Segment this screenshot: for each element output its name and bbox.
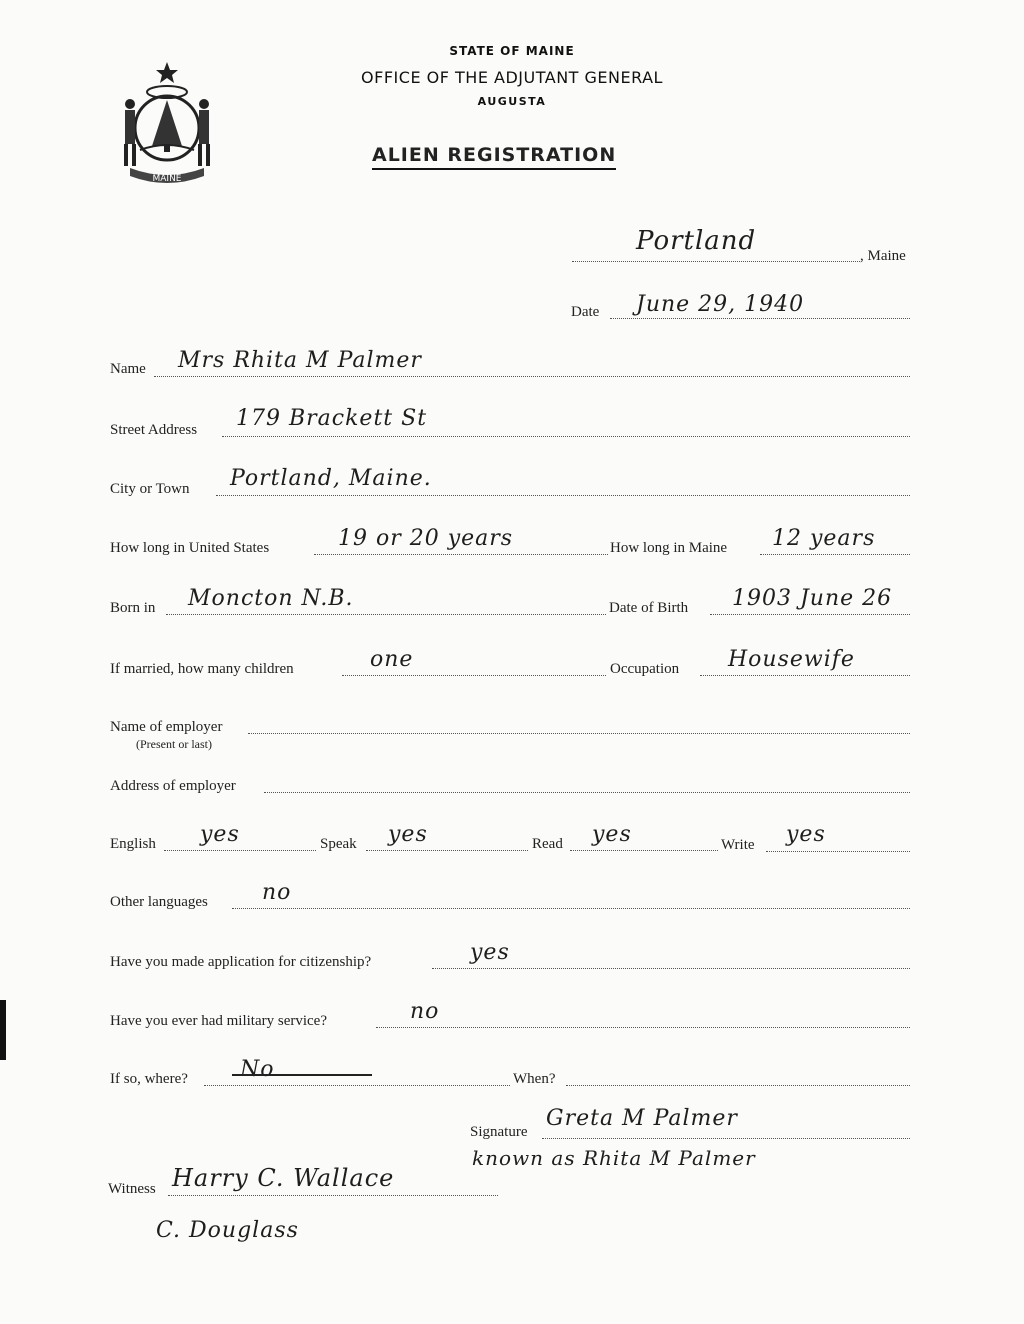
street-line bbox=[222, 436, 910, 437]
english-label: English bbox=[110, 836, 156, 852]
other-languages-label: Other languages bbox=[110, 894, 208, 910]
header-state: STATE OF MAINE bbox=[449, 44, 575, 58]
employer-address-label: Address of employer bbox=[110, 778, 236, 794]
children-entry: one bbox=[370, 647, 414, 672]
read-entry: yes bbox=[592, 822, 632, 847]
name-line bbox=[154, 376, 910, 377]
write-label: Write bbox=[721, 837, 755, 853]
born-in-label: Born in bbox=[110, 600, 156, 616]
other-languages-entry: no bbox=[262, 880, 292, 905]
other-languages-line bbox=[232, 908, 910, 909]
maine-suffix: , Maine bbox=[860, 248, 906, 264]
occupation-entry: Housewife bbox=[728, 647, 855, 672]
citizenship-label: Have you made application for citizenship? bbox=[110, 954, 372, 970]
signature-line bbox=[542, 1138, 910, 1139]
city-label: City or Town bbox=[110, 481, 190, 497]
occupation-line bbox=[700, 675, 910, 676]
how-long-us-label: How long in United States bbox=[110, 540, 270, 556]
read-line bbox=[570, 850, 718, 851]
when-line bbox=[566, 1085, 910, 1086]
if-so-where-line bbox=[204, 1085, 510, 1086]
english-entry: yes bbox=[200, 822, 240, 847]
date-of-birth-line bbox=[710, 614, 910, 615]
military-entry: no bbox=[410, 999, 440, 1024]
name-entry: Mrs Rhita M Palmer bbox=[178, 348, 422, 373]
name-label: Name bbox=[110, 361, 146, 377]
place-entry: Portland bbox=[636, 226, 757, 256]
speak-label: Speak bbox=[320, 836, 357, 852]
military-label: Have you ever had military service? bbox=[110, 1013, 327, 1029]
date-of-birth-label: Date of Birth bbox=[609, 600, 689, 616]
if-so-where-label: If so, where? bbox=[110, 1071, 188, 1087]
how-long-maine-line bbox=[760, 554, 910, 555]
witness-entry-2: C. Douglass bbox=[156, 1218, 299, 1243]
english-line bbox=[164, 850, 316, 851]
city-entry: Portland, Maine. bbox=[230, 466, 432, 491]
header-city: AUGUSTA bbox=[477, 95, 547, 108]
place-line bbox=[572, 261, 860, 262]
witness-line bbox=[168, 1195, 498, 1196]
date-line bbox=[610, 318, 910, 319]
employer-note: (Present or last) bbox=[136, 737, 212, 751]
speak-entry: yes bbox=[388, 822, 428, 847]
date-label: Date bbox=[571, 304, 600, 320]
date-of-birth-entry: 1903 June 26 bbox=[732, 586, 893, 611]
write-entry: yes bbox=[786, 822, 826, 847]
if-so-where-entry: No bbox=[240, 1057, 275, 1082]
children-label: If married, how many children bbox=[110, 661, 294, 677]
street-label: Street Address bbox=[110, 422, 198, 438]
citizenship-line bbox=[432, 968, 910, 969]
citizenship-entry: yes bbox=[470, 940, 510, 965]
witness-entry-1: Harry C. Wallace bbox=[172, 1164, 395, 1192]
when-label: When? bbox=[513, 1071, 556, 1087]
employer-name-label: Name of employer bbox=[110, 719, 223, 735]
scan-edge-mark bbox=[0, 1000, 6, 1060]
how-long-us-line bbox=[314, 554, 608, 555]
children-line bbox=[342, 675, 606, 676]
how-long-maine-entry: 12 years bbox=[772, 526, 876, 551]
city-line bbox=[216, 495, 910, 496]
strikeout-mark bbox=[232, 1074, 372, 1076]
form-title: ALIEN REGISTRATION bbox=[372, 144, 616, 170]
how-long-maine-label: How long in Maine bbox=[610, 540, 728, 556]
born-in-entry: Moncton N.B. bbox=[188, 586, 354, 611]
seal-banner-text: MAINE bbox=[152, 174, 182, 184]
signature-entry: Greta M Palmer bbox=[546, 1106, 738, 1131]
read-label: Read bbox=[532, 836, 563, 852]
header-office: OFFICE OF THE ADJUTANT GENERAL bbox=[361, 68, 663, 87]
occupation-label: Occupation bbox=[610, 661, 680, 677]
date-entry: June 29, 1940 bbox=[636, 292, 805, 317]
military-line bbox=[376, 1027, 910, 1028]
employer-name-line bbox=[248, 733, 910, 734]
how-long-us-entry: 19 or 20 years bbox=[338, 526, 514, 551]
witness-label: Witness bbox=[108, 1181, 156, 1197]
street-entry: 179 Brackett St bbox=[236, 406, 428, 431]
speak-line bbox=[366, 850, 528, 851]
signature-label: Signature bbox=[470, 1124, 528, 1140]
signature-note: known as Rhita M Palmer bbox=[472, 1146, 756, 1170]
born-in-line bbox=[166, 614, 606, 615]
write-line bbox=[766, 851, 910, 852]
employer-address-line bbox=[264, 792, 910, 793]
